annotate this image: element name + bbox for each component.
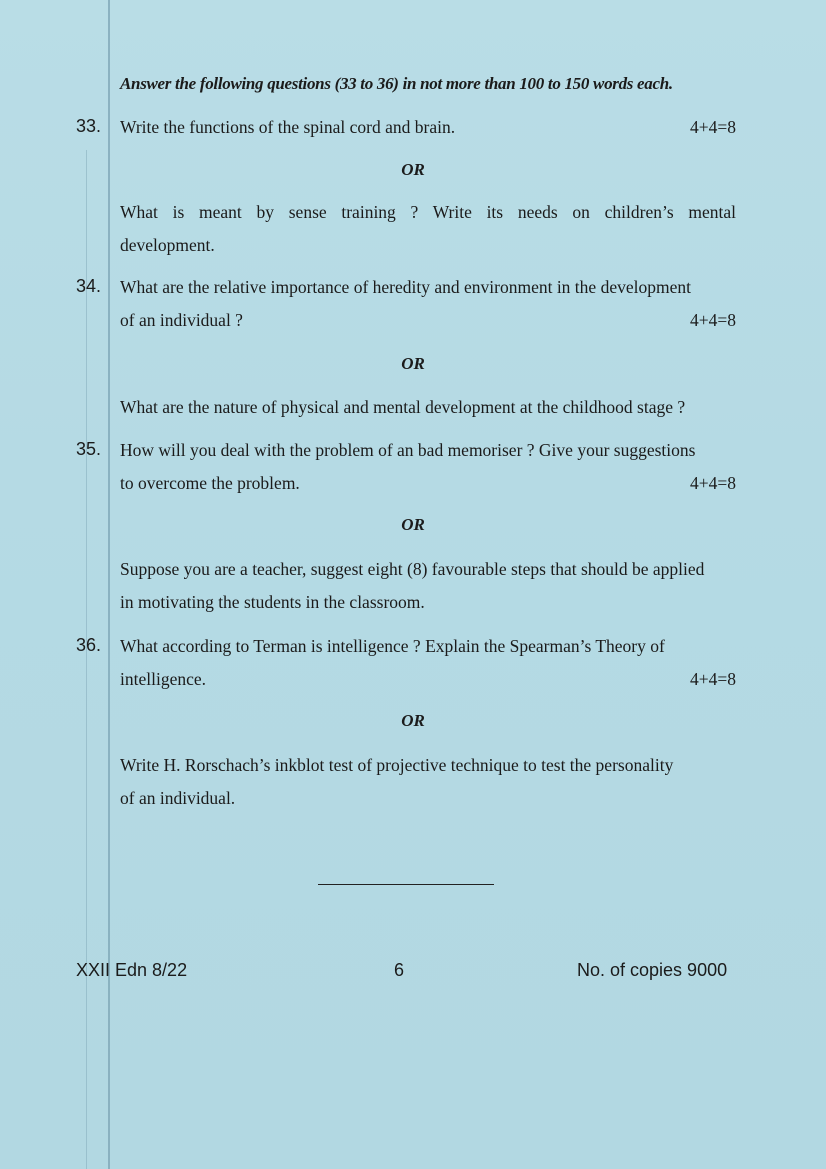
question-34-main [120, 271, 736, 337]
or-separator: OR [401, 354, 425, 373]
or-separator: OR [401, 160, 425, 179]
marks-label: 4+4=8 [690, 117, 736, 137]
question-number-34: 34. [76, 276, 102, 296]
section-instruction: Answer the following questions (33 to 36) in not more than 100 to 150 words each. [120, 74, 673, 93]
question-33-main [120, 111, 736, 144]
question-line [120, 467, 736, 500]
question-number-35: 35. [76, 439, 102, 459]
question-text: to overcome the problem. [120, 473, 300, 493]
question-text: Write the functions of the spinal cord and brain. [120, 117, 456, 137]
marks-label: 4+4=8 [690, 310, 736, 330]
question-line: in motivating the students in the classroom. [120, 592, 425, 612]
question-text: What according to Terman is intelligence ? Explain the Spearman’s Theory of [120, 636, 665, 656]
footer-page-number: 6 [394, 960, 405, 980]
question-33-alternative [120, 196, 736, 262]
footer-edition-code: XXII Edn 8/22 [76, 960, 188, 980]
end-rule [318, 884, 494, 885]
question-35-alternative [120, 553, 736, 619]
question-number-33: 33. [76, 116, 102, 136]
question-36-alternative [120, 749, 736, 815]
question-line [120, 663, 736, 696]
marks-label: 4+4=8 [690, 473, 736, 493]
question-line [120, 111, 736, 144]
question-line: What are the nature of physical and mental development at the childhood stage ? [120, 397, 686, 417]
question-line: What is meant by sense training ? Write its needs on children’s mental [120, 202, 736, 222]
or-separator: OR [401, 711, 425, 730]
question-text: intelligence. [120, 669, 207, 689]
question-34-alternative [120, 391, 736, 424]
question-text: How will you deal with the problem of an bad memoriser ? Give your suggestions [120, 440, 696, 460]
or-separator: OR [401, 515, 425, 534]
question-line: development. [120, 235, 215, 255]
question-line [120, 271, 736, 304]
question-text: of an individual ? [120, 310, 243, 330]
footer-copies: No. of copies 9000 [577, 960, 728, 980]
marks-label: 4+4=8 [690, 669, 736, 689]
question-line [120, 304, 736, 337]
question-line [120, 434, 736, 467]
question-line [120, 630, 736, 663]
question-line: Write H. Rorschach’s inkblot test of projective technique to test the personality [120, 755, 674, 775]
question-36-main [120, 630, 736, 696]
question-line: of an individual. [120, 788, 236, 808]
question-line: Suppose you are a teacher, suggest eight (8) favourable steps that should be applied [120, 559, 705, 579]
question-text: What are the relative importance of heredity and environment in the development [120, 277, 691, 297]
question-number-36: 36. [76, 635, 102, 655]
question-35-main [120, 434, 736, 500]
